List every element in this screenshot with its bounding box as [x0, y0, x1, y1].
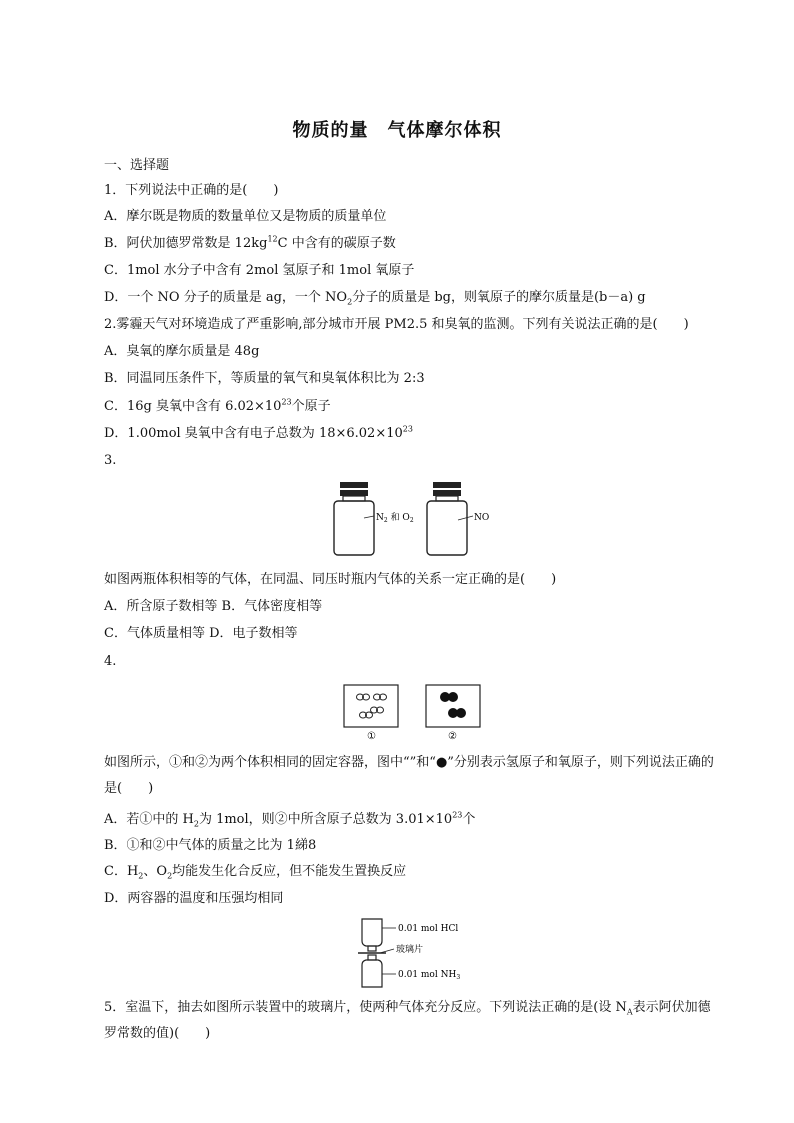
q2-c-text-end: 个原子 — [291, 399, 331, 414]
q5-stem-text-end: 表示阿伏加德罗常数的值)( ) — [104, 1000, 711, 1041]
q5-stem-sub: A — [626, 1007, 633, 1017]
section-heading: 一、选择题 — [104, 158, 170, 173]
q3-options-cd: C．气体质量相等 D．电子数相等 — [104, 626, 298, 641]
oxygen-molecules — [440, 692, 466, 718]
q1-option-d — [104, 289, 724, 307]
bottle-right-label: NO — [474, 513, 490, 523]
q1-d-text-end: 分子的质量是 bg，则氧原子的摩尔质量是(b－a) g — [352, 290, 646, 305]
q5-stem — [104, 995, 719, 1047]
q2-c-text: C．16g 臭氧中含有 6.02×10 — [104, 399, 282, 414]
bottle-right — [427, 482, 473, 555]
q4-containers-figure — [338, 682, 488, 742]
q1-b-sup: 12 — [267, 234, 278, 244]
q1-d-text: D．一个 NO 分子的质量是 ag，一个 NO — [104, 290, 348, 305]
q4-c-text-mid: 、O — [143, 864, 168, 879]
q4-a-text-end: 个 — [462, 812, 476, 827]
q4-a-sub: 2 — [193, 819, 199, 829]
q2-d-text: D．1.00mol 臭氧中含有电子总数为 18×6.02×10 — [104, 426, 403, 441]
q5-stem-text: 5．室温下，抽去如图所示装置中的玻璃片，使两种气体充分反应。下列说法正确的是(设 N — [104, 1000, 627, 1015]
q1-option-b — [104, 235, 724, 253]
container-1-label: ① — [367, 731, 376, 742]
hydrogen-molecules — [357, 694, 387, 718]
flask-top — [362, 919, 382, 951]
q2-c-sup: 23 — [281, 397, 292, 407]
q2-option-a: A．臭氧的摩尔质量是 48g — [104, 344, 260, 359]
q1-option-c: C．1mol 水分子中含有 2mol 氢原子和 1mol 氧原子 — [104, 263, 415, 278]
q3-bottles-figure — [328, 478, 503, 560]
q4-a-sup: 23 — [452, 810, 463, 820]
q4-c-text: C．H — [104, 864, 139, 879]
q1-option-a: A．摩尔既是物质的数量单位又是物质的质量单位 — [104, 209, 387, 224]
q1-b-text-end: C 中含有的碳原子数 — [277, 236, 396, 251]
q1-b-text: B．阿伏加德罗常数是 12kg — [104, 236, 268, 251]
q3-number: 3. — [104, 453, 117, 468]
flask-bottom — [362, 955, 382, 987]
container-2-label: ② — [448, 731, 457, 742]
q2-d-sup: 23 — [402, 424, 413, 434]
container-1 — [344, 685, 398, 727]
q4-c-text-end: 均能发生化合反应，但不能发生置换反应 — [172, 864, 407, 879]
q4-option-a — [104, 811, 724, 829]
bottle-left-label: $N_2$ 和 $O_2$ — [376, 513, 414, 524]
q4-number: 4. — [104, 654, 117, 669]
label-glass: 玻璃片 — [396, 945, 424, 955]
q4-c-sub2: 2 — [167, 871, 173, 881]
q2-stem: 2.雾霾天气对环境造成了严重影响,部分城市开展 PM2.5 和臭氧的监测。下列有关说法正确的是( ) — [104, 317, 689, 332]
q5-apparatus-figure — [354, 915, 484, 991]
q1-d-sub: 2 — [347, 297, 353, 307]
q1-stem: 1．下列说法中正确的是( ) — [104, 183, 279, 198]
q4-c-sub1: 2 — [138, 871, 144, 881]
q3-options-ab: A．所含原子数相等 B．气体密度相等 — [104, 599, 323, 614]
q3-stem: 如图两瓶体积相等的气体，在同温、同压时瓶内气体的关系一定正确的是( ) — [104, 572, 557, 587]
q2-option-b: B．同温同压条件下，等质量的氧气和臭氧体积比为 2:3 — [104, 371, 425, 386]
page-title: 物质的量 气体摩尔体积 — [292, 120, 502, 141]
q4-option-d: D．两容器的温度和压强均相同 — [104, 891, 284, 906]
q4-stem: 如图所示，①和②为两个体积相同的固定容器，图中“”和“●”分别表示氢原子和氧原子，则下列说法正确的是( ) — [104, 755, 714, 796]
label-hcl: 0.01 mol HCl — [398, 924, 459, 934]
q2-option-c — [104, 398, 724, 416]
q4-option-c — [104, 863, 724, 881]
label-nh3: 0.01 mol $NH_3$ — [398, 970, 461, 981]
bottle-left — [334, 482, 374, 555]
container-2 — [426, 685, 480, 727]
q4-a-text: A．若①中的 H — [104, 812, 194, 827]
q4-a-text-mid: 为 1mol，则②中所含原子总数为 3.01×10 — [198, 812, 453, 827]
q2-option-d — [104, 425, 724, 443]
q4-option-b: B．①和②中气体的质量之比为 1綈8 — [104, 838, 317, 853]
